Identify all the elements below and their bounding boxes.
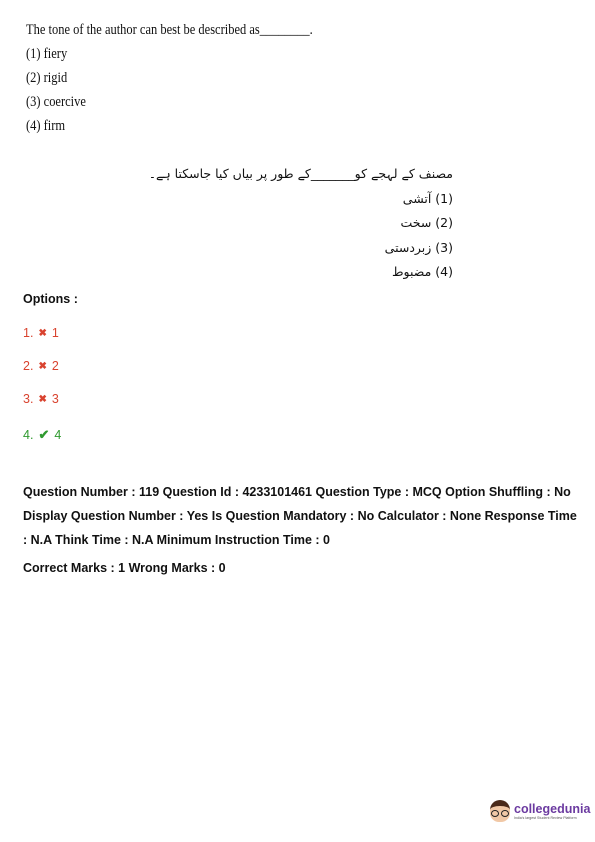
question-details: Question Number : 119 Question Id : 4233101461 Question Type : MCQ Option Shuffling : No Display Question Number : Yes Is Question Mandatory : No Calculator : None Response Time : N.A Think Time : N.A Minimum Instruction Time : 0 (23, 485, 577, 547)
question-urdu (149, 162, 453, 285)
collegedunia-logo (490, 800, 590, 822)
cross-icon: ✖ (38, 393, 47, 405)
logo-brand: collegedunia (514, 802, 591, 816)
option-3 (23, 392, 59, 406)
cross-icon: ✖ (38, 327, 47, 339)
question-english (26, 18, 313, 138)
option-2 (23, 359, 59, 373)
option-4 (23, 427, 61, 443)
option-1 (23, 326, 59, 340)
marks-info: Correct Marks : 1 Wrong Marks : 0 (23, 561, 226, 575)
mascot-icon (490, 800, 510, 822)
question-option-urdu: (1) آتشی (402, 190, 453, 206)
option-value: 3 (51, 392, 59, 406)
question-metadata (23, 480, 579, 580)
logo-tagline: India's largest Student Review Platform (514, 816, 577, 820)
options-heading: Options : (23, 292, 78, 306)
question-option-urdu: (2) سخت (400, 215, 453, 230)
question-option: (3) coercive (26, 94, 86, 110)
checkmark-icon: ✔ (38, 427, 50, 442)
option-number: 4. (23, 428, 34, 442)
question-option-urdu: (3) زبردستی (384, 239, 453, 255)
cross-icon: ✖ (38, 360, 47, 372)
option-value: 2 (51, 359, 59, 373)
question-option: (1) fiery (26, 46, 68, 62)
question-stem-urdu: مصنف کے لہجے کو_______کے طور پر بیاں کیا جاسکتا ہے۔ (148, 166, 453, 181)
option-number: 2. (23, 359, 34, 373)
question-stem: The tone of the author can best be described as________. (26, 22, 313, 38)
question-option: (4) firm (26, 118, 66, 134)
option-number: 3. (23, 392, 34, 406)
option-value: 1 (51, 326, 59, 340)
option-value: 4 (54, 428, 62, 442)
question-option: (2) rigid (26, 70, 68, 86)
question-option-urdu: (4) مضبوط (391, 264, 453, 279)
option-number: 1. (23, 326, 34, 340)
